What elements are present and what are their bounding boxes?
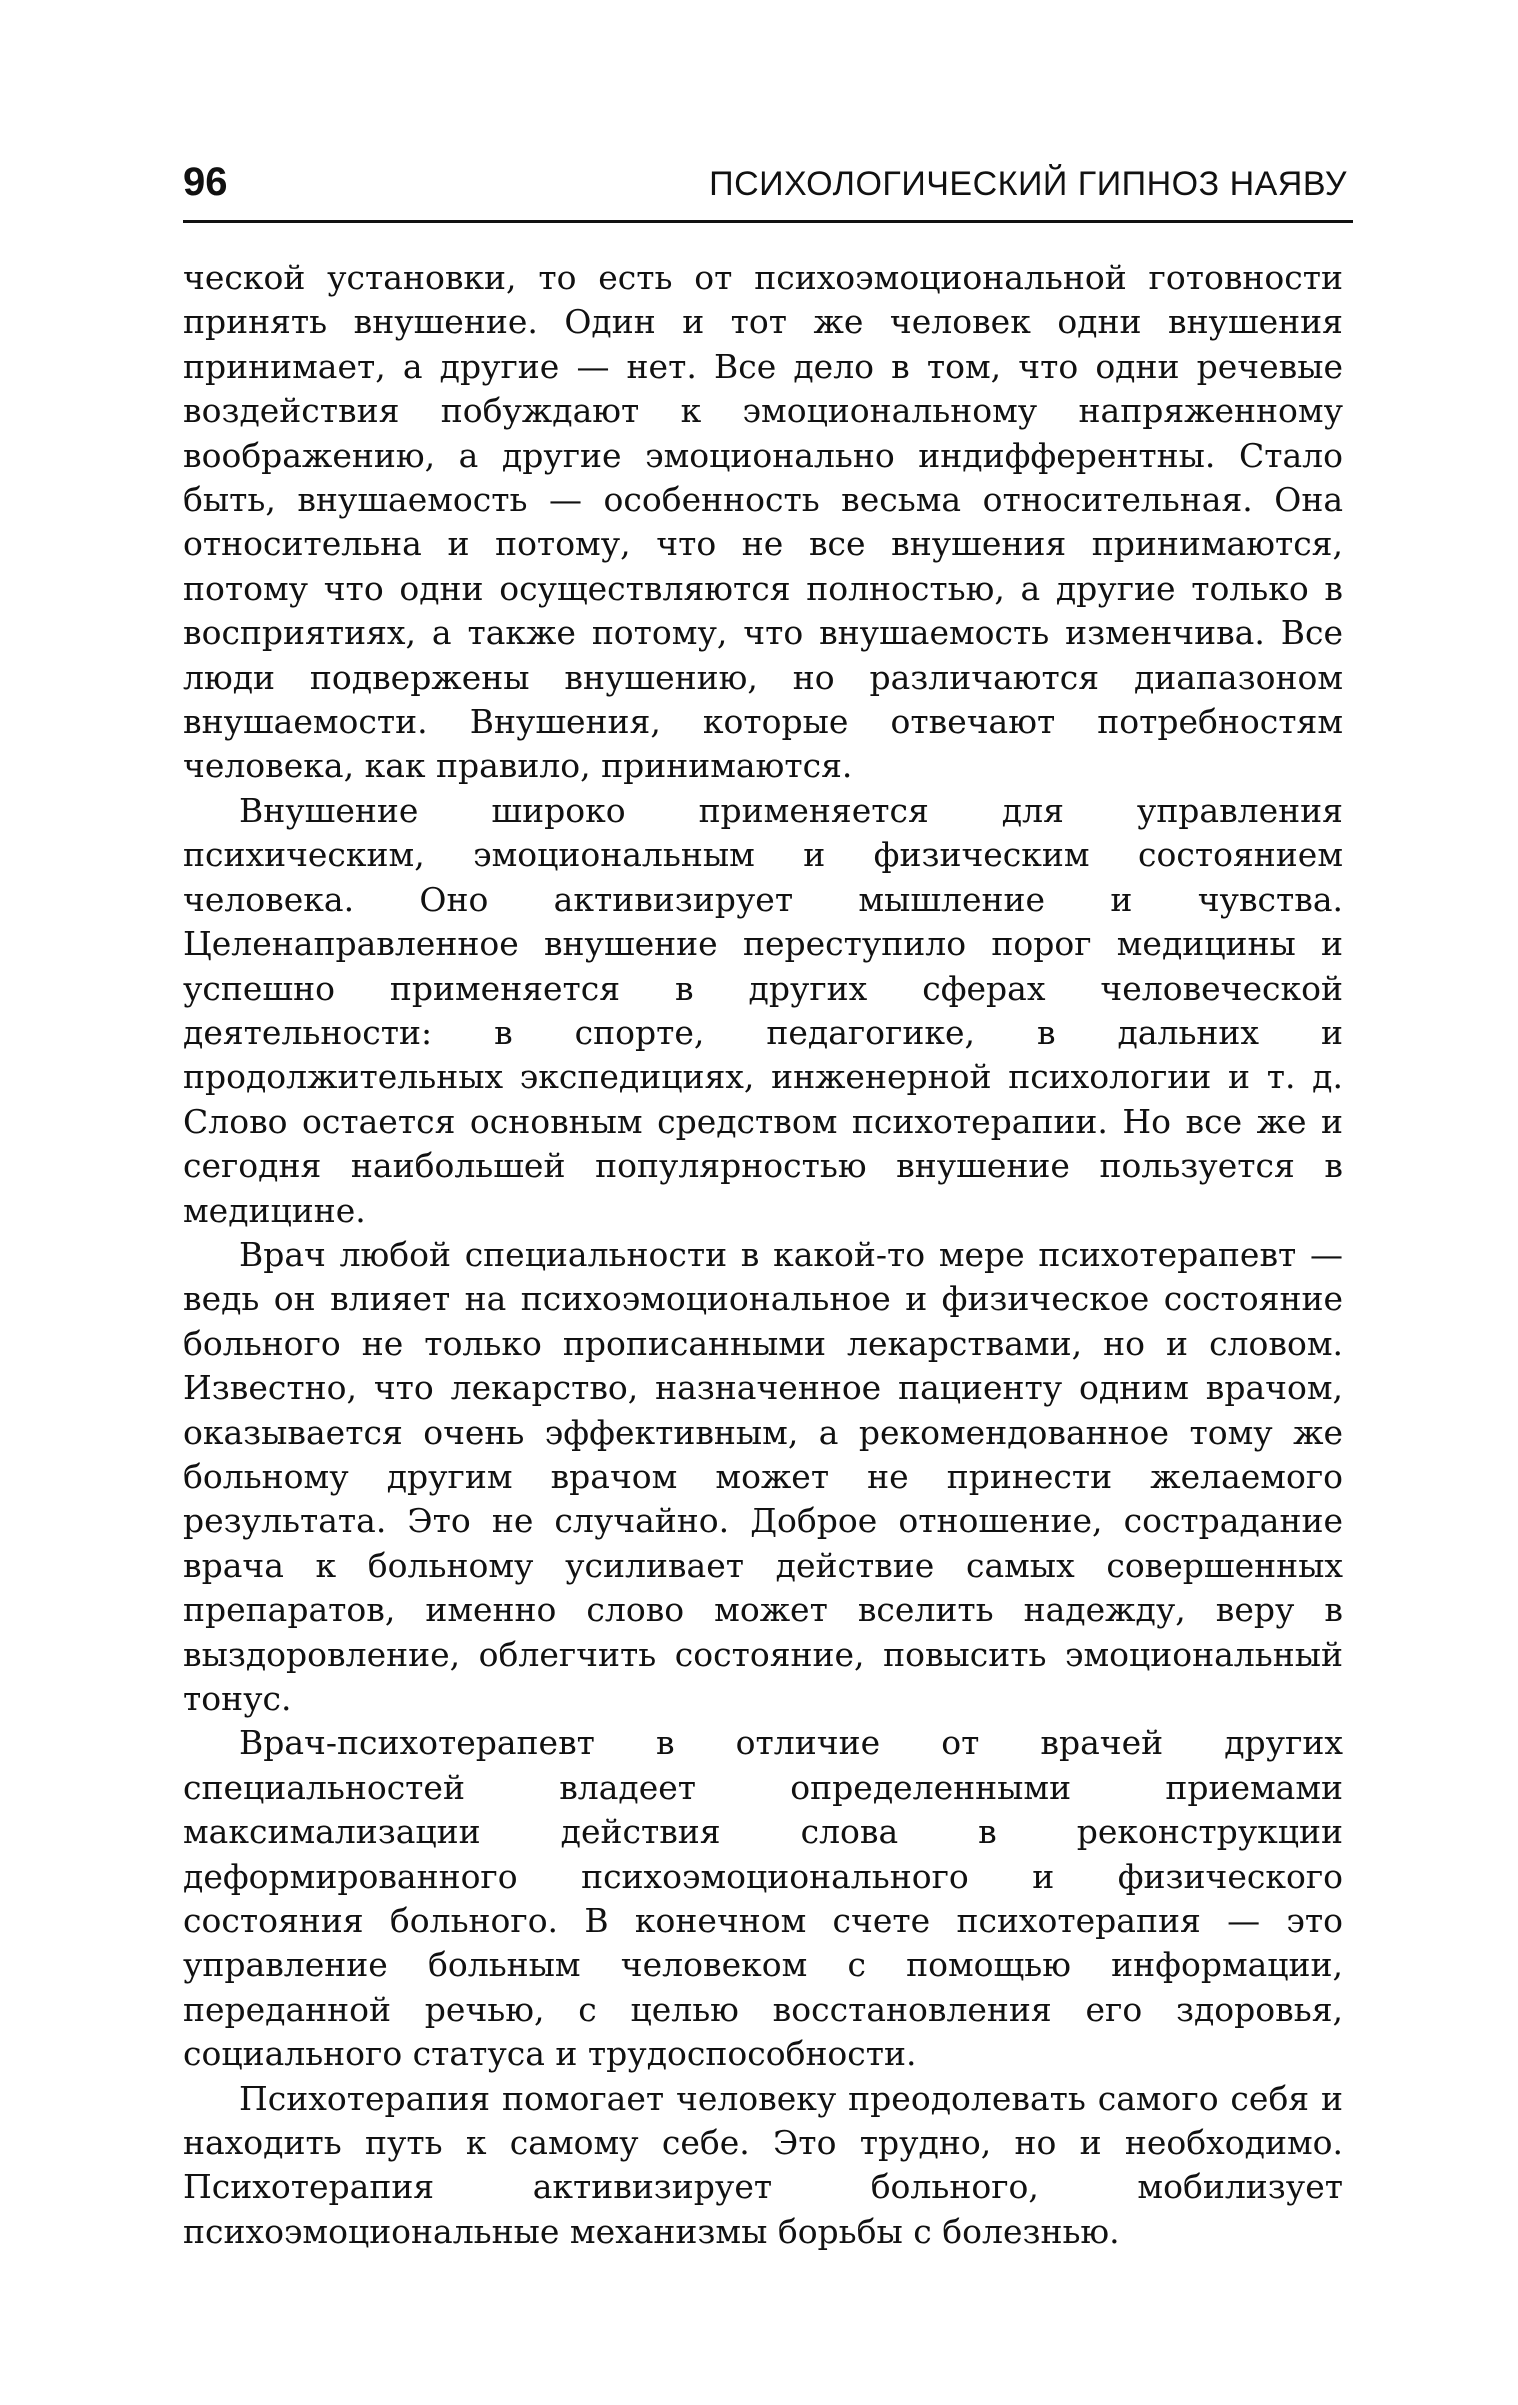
paragraph: Врач-психотерапевт в отличие от врачей других специальностей владеет определенными приемами максимализации действия слова в реконструкции деформированного психоэмоционального и физического состояния больного. В конечном счете психотерапия — это управление больным человеком с помощью информации, переданной речью, с целью восстановления его здоровья, социального статуса и трудоспособности. [183,1723,1343,2074]
page-header [183,158,1353,218]
paragraph: Врач любой специальности в какой-то мере психотерапевт — ведь он влияет на психоэмоциональное и физическое состояние больного не только прописанными лекарствами, но и словом. Известно, что лекарство, назначенное пациенту одним врачом, оказывается очень эффективным, а рекомендованное тому же больному другим врачом может не принести желаемого результата. Это не случайно. Доброе отношение, сострадание врача к больному усиливает действие самых совершенных препаратов, именно слово может вселить надежду, веру в выздоровление, облегчить состояние, повысить эмоциональный тонус. [183,1234,1343,1718]
paragraph: Внушение широко применяется для управления психическим, эмоциональным и физическим состоянием человека. Оно активизирует мышление и чувства. Целенаправленное внушение переступило порог медицины и успешно применяется в других сферах человеческой деятельности: в спорте, педагогике, в дальних и продолжительных экспедициях, инженерной психологии и т. д. Слово остается основным средством психотерапии. Но все же и сегодня наибольшей популярностью внушение пользуется в медицине. [183,790,1343,1230]
running-title: ПСИХОЛОГИЧЕСКИЙ ГИПНОЗ НАЯВУ [709,165,1347,203]
paragraph: ческой установки, то есть от психоэмоциональной готовности принять внушение. Один и тот же человек одни внушения принимает, а другие — нет. Все дело в том, что одни речевые воздействия побуждают к эмоциональному напряженному воображению, а другие эмоционально индифферентны. Стало быть, внушаемость — особенность весьма относительная. Она относительна и потому, что не все внушения принимаются, потому что одни осуществляются полностью, а другие только в восприятиях, а также потому, что внушаемость изменчива. Все люди подвержены внушению, но различаются диапазоном внушаемости. Внушения, которые отвечают потребностям человека, как правило, принимаются. [183,258,1343,786]
paragraph: Психотерапия помогает человеку преодолевать самого себя и находить путь к самому себе. Это трудно, но и необходимо. Психотерапия активизирует больного, мобилизует психоэмоциональные механизмы борьбы с болезнью. [183,2078,1343,2251]
header-divider [183,220,1353,223]
body-text [183,256,1343,2254]
page-number: 96 [183,160,228,204]
